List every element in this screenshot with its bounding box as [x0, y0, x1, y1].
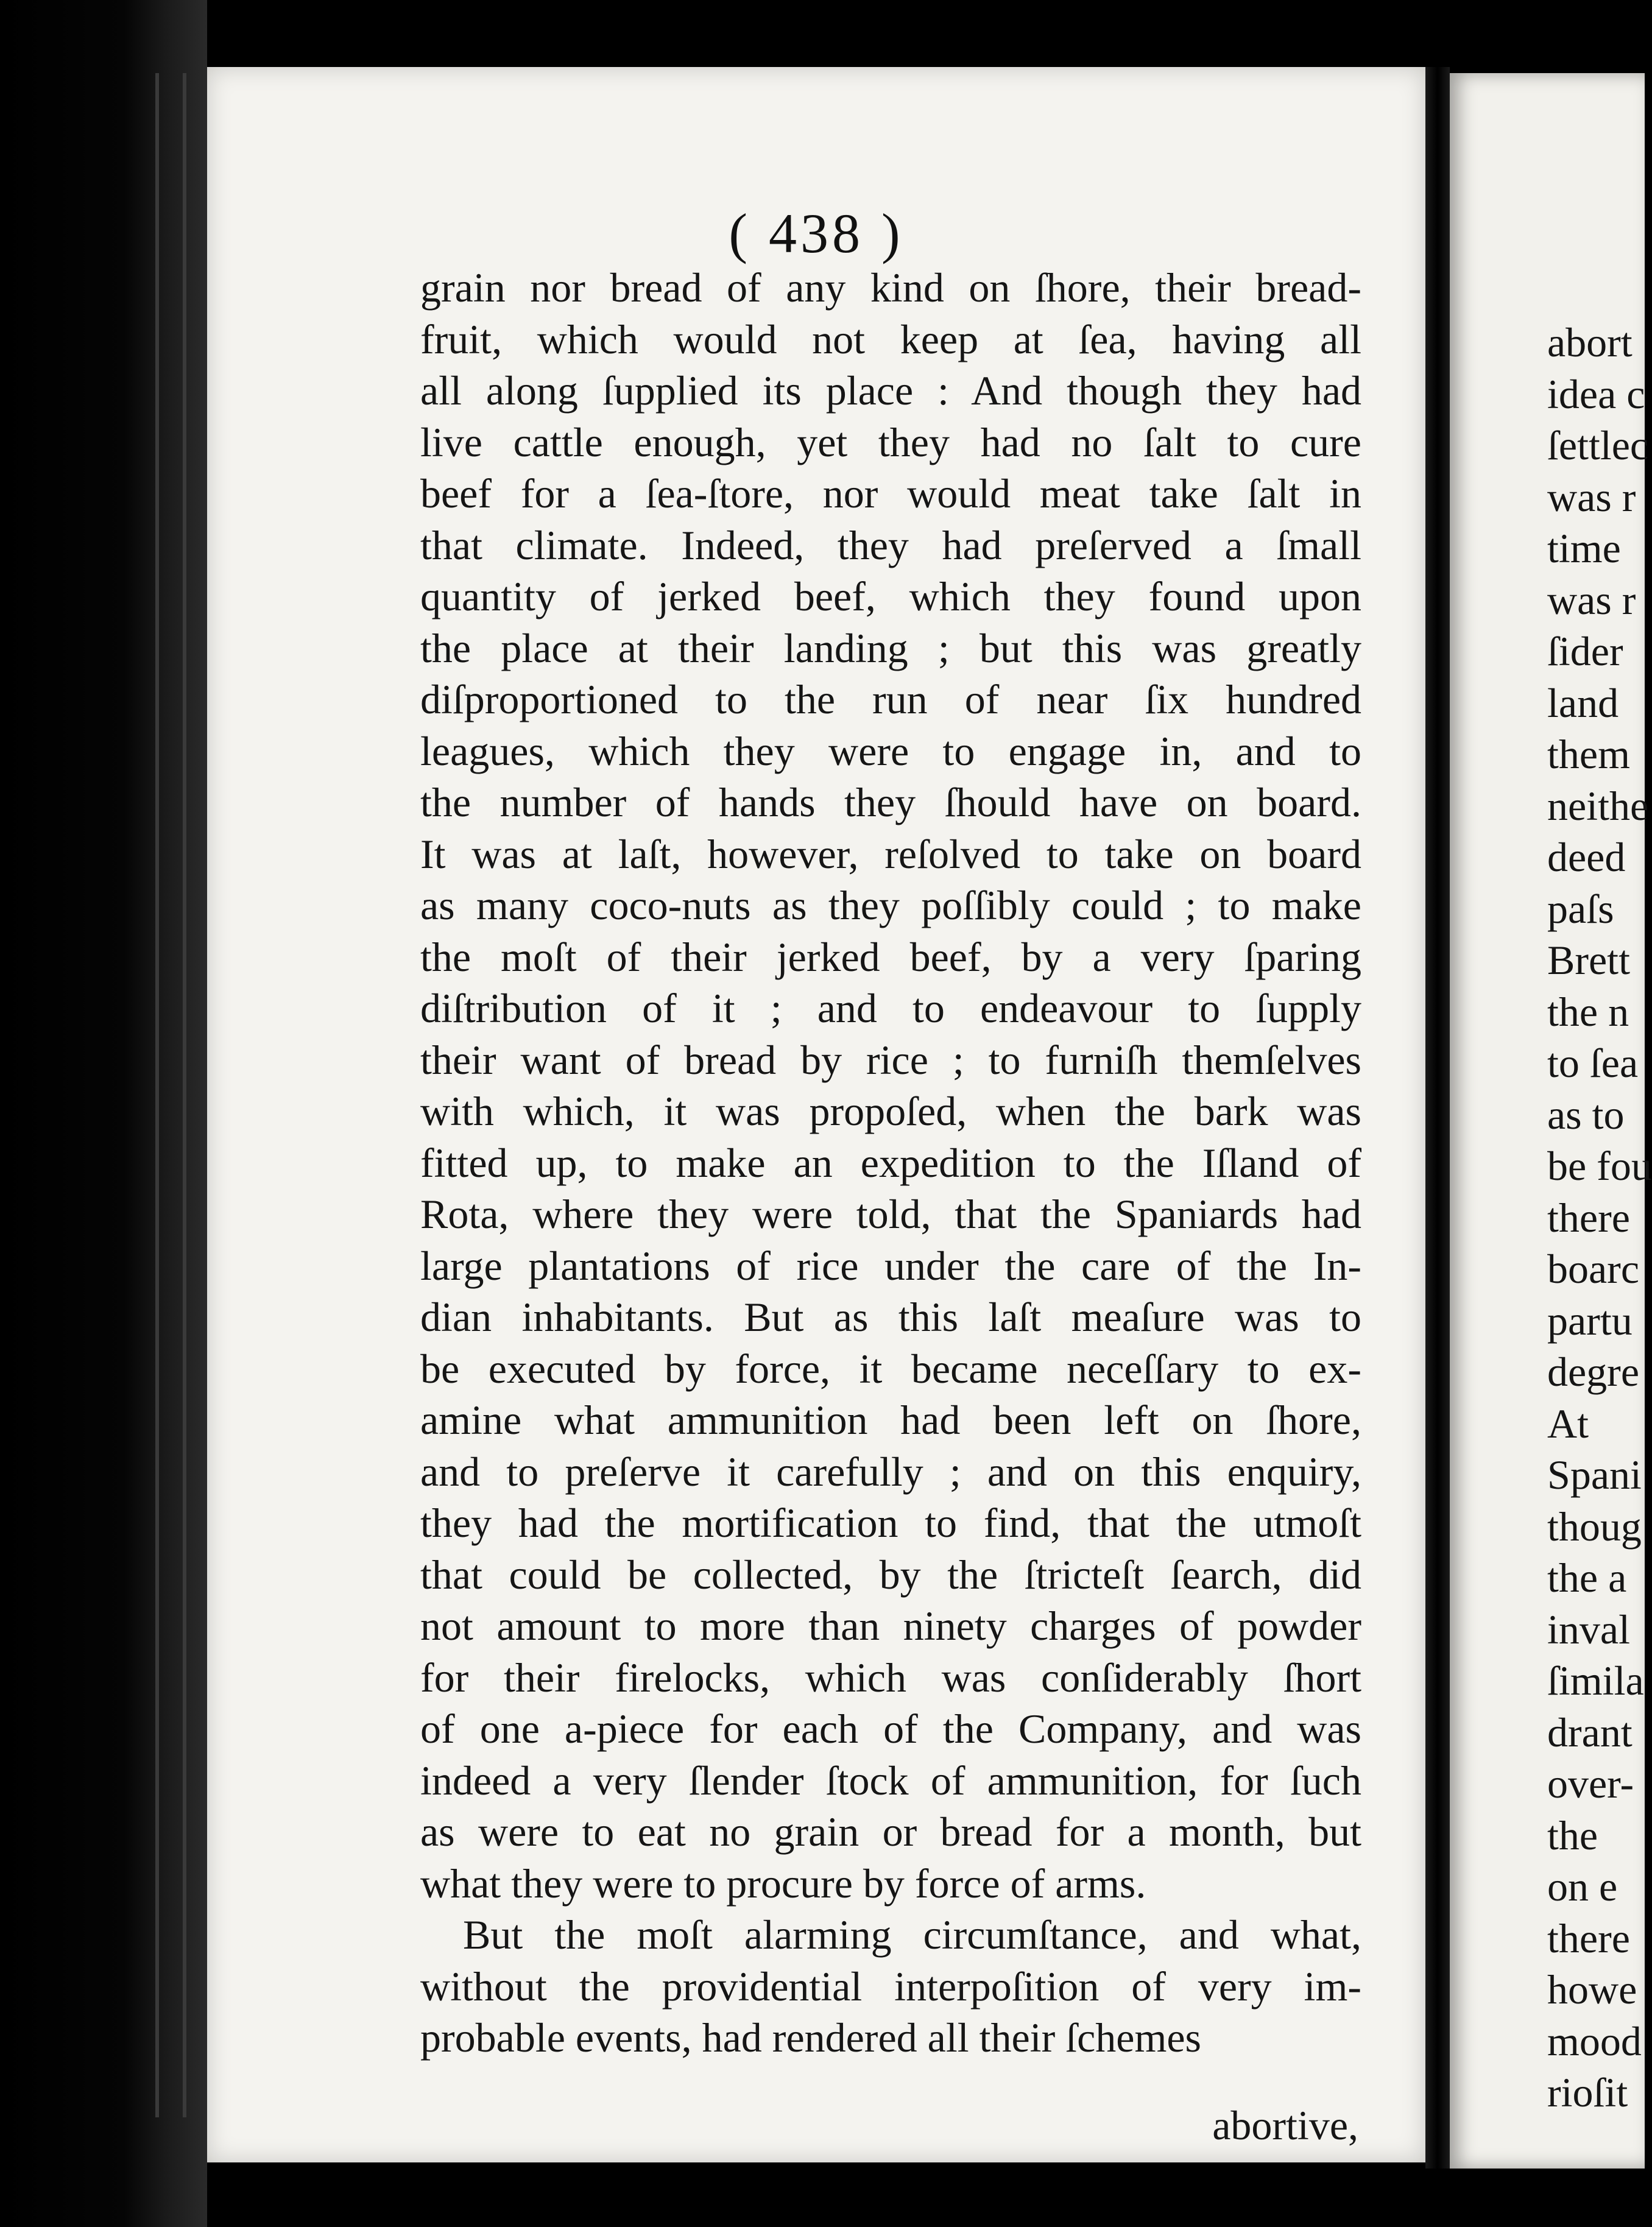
- facing-text-line: inval: [1547, 1606, 1630, 1653]
- facing-text-line: paſs: [1547, 885, 1614, 932]
- page-gutter: [1425, 67, 1450, 2169]
- text-line: they had the mortification to find, that the utmoſt: [420, 1500, 1361, 1546]
- facing-text-line: ſettlec: [1547, 422, 1649, 468]
- text-line: for their firelocks, which was conſiderably ſhort: [420, 1654, 1361, 1701]
- text-line: as were to eat no grain or bread for a month, but: [420, 1809, 1361, 1855]
- text-line: that climate. Indeed, they had preſerved a ſmall: [420, 521, 1361, 568]
- facing-text-line: degre: [1547, 1349, 1640, 1395]
- binding-edge: [155, 73, 159, 2117]
- facing-text-line: ſider: [1547, 628, 1623, 674]
- text-line: diſproportioned to the run of near ſix hundred: [420, 676, 1361, 722]
- text-line: fitted up, to make an expedition to the Iſland of: [420, 1139, 1361, 1186]
- facing-text-line: deed: [1547, 834, 1626, 880]
- text-line: large plantations of rice under the care of the In-: [420, 1242, 1361, 1289]
- text-line: the moſt of their jerked beef, by a very ſparing: [420, 933, 1361, 980]
- facing-text-line: time: [1547, 525, 1621, 571]
- text-line: the number of hands they ſhould have on board.: [420, 779, 1361, 825]
- binding-edge: [183, 73, 186, 2117]
- text-line: Rota, where they were told, that the Spaniards had: [420, 1191, 1361, 1237]
- facing-text-line: abort: [1547, 319, 1633, 365]
- text-line: probable events, had rendered all their ſchemes: [420, 2014, 1202, 2061]
- facing-text-line: was r: [1547, 473, 1636, 520]
- book-binding: [0, 0, 207, 2227]
- text-line: without the providential interpoſition of very im-: [420, 1963, 1361, 2010]
- facing-text-line: them: [1547, 731, 1630, 777]
- facing-text-line: land: [1547, 679, 1619, 726]
- facing-text-line: there: [1547, 1915, 1630, 1961]
- body-text: [420, 262, 1361, 2064]
- text-line: But the moſt alarming circumſtance, and what,: [463, 1911, 1361, 1958]
- facing-text-line: to ſea: [1547, 1040, 1639, 1086]
- facing-text-line: Brett: [1547, 937, 1630, 983]
- facing-text-line: neithe: [1547, 782, 1649, 829]
- facing-text-line: the: [1547, 1812, 1598, 1858]
- facing-text-line: idea c: [1547, 370, 1645, 417]
- text-line: diſtribution of it ; and to endeavour to ſupply: [420, 985, 1361, 1031]
- catchword: abortive,: [1212, 2102, 1358, 2148]
- text-line: what they were to procure by force of arms.: [420, 1860, 1146, 1907]
- text-line: as many coco-nuts as they poſſibly could ; to make: [420, 882, 1361, 928]
- text-line: fruit, which would not keep at ſea, having all: [420, 316, 1361, 362]
- text-line: their want of bread by rice ; to furniſh themſelves: [420, 1036, 1361, 1083]
- text-line: grain nor bread of any kind on ſhore, their bread-: [420, 264, 1361, 311]
- facing-text-line: ſimila: [1547, 1657, 1644, 1704]
- text-line: be executed by force, it became neceſſary to ex-: [420, 1345, 1361, 1392]
- facing-page-text: [1547, 317, 1652, 2119]
- facing-text-line: thoug: [1547, 1503, 1642, 1550]
- facing-page: [1450, 73, 1652, 2169]
- facing-text-line: rioſit: [1547, 2069, 1628, 2116]
- facing-text-line: as to: [1547, 1091, 1625, 1138]
- facing-text-line: Spani: [1547, 1452, 1642, 1498]
- facing-text-line: on e: [1547, 1863, 1618, 1910]
- text-line: live cattle enough, yet they had no ſalt to cure: [420, 418, 1361, 465]
- facing-text-line: partu: [1547, 1297, 1633, 1344]
- text-line: not amount to more than ninety charges of powder: [420, 1603, 1361, 1649]
- facing-text-line: mood: [1547, 2017, 1642, 2064]
- facing-text-line: drant: [1547, 1709, 1633, 1756]
- facing-text-line: be fou: [1547, 1143, 1652, 1189]
- facing-text-line: there: [1547, 1194, 1630, 1241]
- text-line: with which, it was propoſed, when the bark was: [420, 1088, 1361, 1134]
- facing-text-line: over-: [1547, 1760, 1634, 1807]
- text-line: all along ſupplied its place : And though they had: [420, 367, 1361, 414]
- text-line: and to preſerve it carefully ; and on this enquiry,: [420, 1448, 1361, 1495]
- text-line: that could be collected, by the ſtricteſt ſearch, did: [420, 1551, 1361, 1598]
- text-line: amine what ammunition had been left on ſhore,: [420, 1397, 1361, 1443]
- page-number: ( 438 ): [729, 202, 904, 264]
- facing-text-line: howe: [1547, 1966, 1637, 2013]
- facing-text-line: boarc: [1547, 1246, 1640, 1292]
- text-line: beef for a ſea-ſtore, nor would meat take ſalt in: [420, 470, 1361, 517]
- facing-text-line: the n: [1547, 988, 1629, 1035]
- text-line: leagues, which they were to engage in, and to: [420, 727, 1361, 774]
- facing-text-line: At: [1547, 1400, 1589, 1447]
- facing-text-line: the a: [1547, 1555, 1627, 1601]
- text-line: It was at laſt, however, reſolved to take on board: [420, 830, 1361, 877]
- text-line: indeed a very ſlender ſtock of ammunition, for ſuch: [420, 1757, 1361, 1804]
- text-line: dian inhabitants. But as this laſt meaſure was to: [420, 1294, 1361, 1340]
- text-line: of one a-piece for each of the Company, and was: [420, 1706, 1361, 1752]
- text-line: the place at their landing ; but this was greatly: [420, 624, 1361, 671]
- facing-text-line: was r: [1547, 576, 1636, 623]
- text-line: quantity of jerked beef, which they found upon: [420, 573, 1361, 619]
- book-page: [207, 67, 1425, 2162]
